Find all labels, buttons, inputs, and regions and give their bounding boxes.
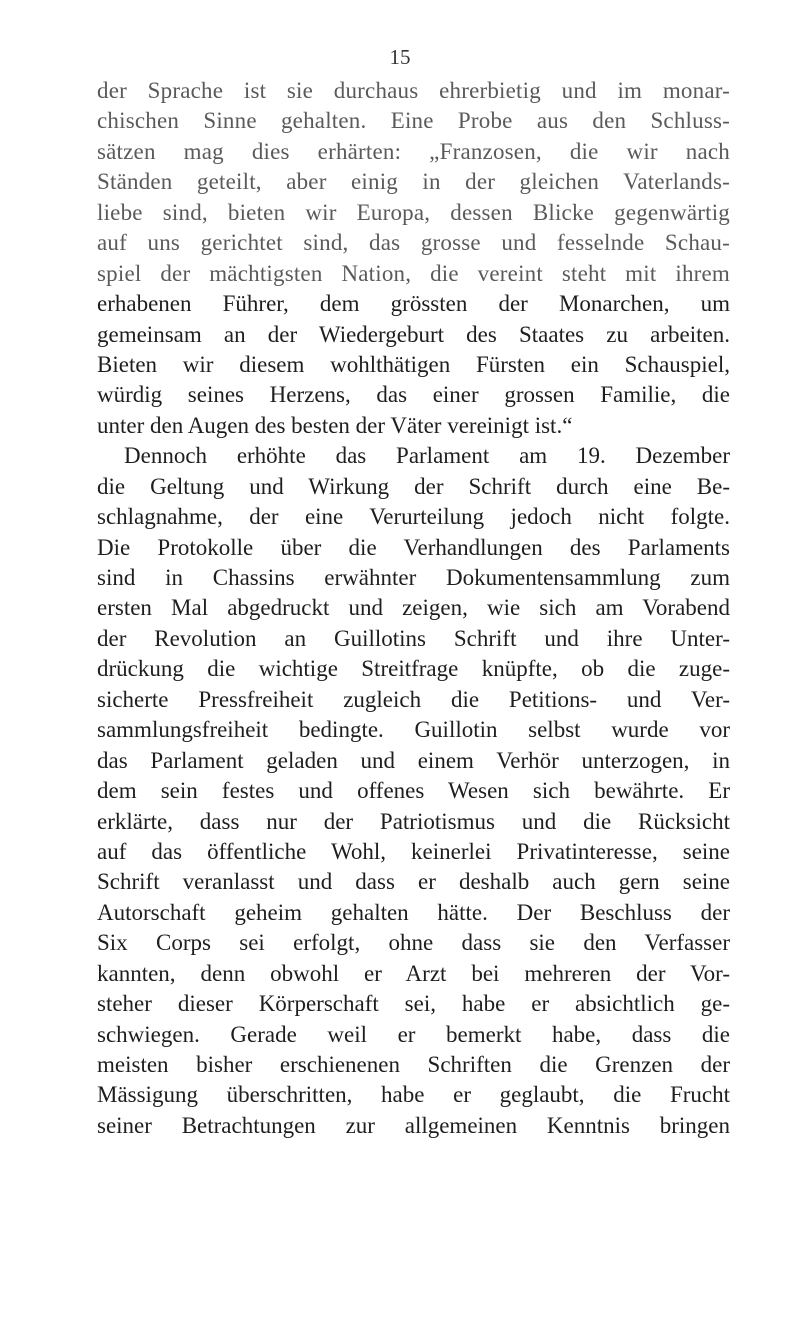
text-line: liebe sind, bieten wir Europa, dessen Blicke gegenwärtig bbox=[97, 199, 730, 225]
text-line: dem sein festes und offenes Wesen sich bewährte. Er bbox=[97, 778, 730, 804]
text-line: schlagnahme, der eine Verurteilung jedoch nicht folgte. bbox=[97, 504, 730, 530]
page-number: 15 bbox=[389, 45, 411, 69]
text-line: Mässigung überschritten, habe er geglaubt, die Frucht bbox=[97, 1082, 730, 1108]
text-line: schwiegen. Gerade weil er bemerkt habe, dass die bbox=[97, 1021, 730, 1047]
text-line: auf uns gerichtet sind, das grosse und fesselnde Schau- bbox=[97, 230, 730, 256]
text-line: ersten Mal abgedruckt und zeigen, wie sich am Vorabend bbox=[97, 595, 730, 621]
text-line: würdig seines Herzens, das einer grossen Familie, die bbox=[97, 382, 730, 408]
text-line: Ständen geteilt, aber einig in der gleichen Vaterlands- bbox=[97, 169, 730, 195]
text-line: Schrift veranlasst und dass er deshalb auch gern seine bbox=[97, 869, 730, 895]
text-line: spiel der mächtigsten Nation, die vereint steht mit ihrem bbox=[97, 260, 730, 286]
text-line: sätzen mag dies erhärten: „Franzosen, die wir nach bbox=[97, 138, 730, 164]
text-line: sammlungsfreiheit bedingte. Guillotin selbst wurde vor bbox=[97, 717, 730, 743]
text-line: der Revolution an Guillotins Schrift und ihre Unter- bbox=[97, 625, 730, 651]
text-line: das Parlament geladen und einem Verhör unterzogen, in bbox=[97, 747, 730, 773]
text-line: Autorschaft geheim gehalten hätte. Der Beschluss der bbox=[97, 899, 730, 925]
text-line: Six Corps sei erfolgt, ohne dass sie den Verfasser bbox=[97, 930, 730, 956]
paragraph-start-line: Dennoch erhöhte das Parlament am 19. Dezember bbox=[124, 443, 730, 469]
text-line: auf das öffentliche Wohl, keinerlei Privatinteresse, seine bbox=[97, 838, 730, 864]
text-line: Bieten wir diesem wohlthätigen Fürsten ein Schauspiel, bbox=[97, 351, 730, 377]
text-line: kannten, denn obwohl er Arzt bei mehreren der Vor- bbox=[97, 960, 730, 986]
text-line: gemeinsam an der Wiedergeburt des Staates zu arbeiten. bbox=[97, 321, 730, 347]
text-line: chischen Sinne gehalten. Eine Probe aus den Schluss- bbox=[97, 108, 730, 134]
text-line: seiner Betrachtungen zur allgemeinen Kenntnis bringen bbox=[97, 1112, 730, 1138]
text-line: erklärte, dass nur der Patriotismus und die Rücksicht bbox=[97, 808, 730, 834]
body-text bbox=[97, 76, 730, 1141]
text-line: meisten bisher erschienenen Schriften die Grenzen der bbox=[97, 1052, 730, 1077]
text-line: erhabenen Führer, dem grössten der Monarchen, um bbox=[97, 291, 730, 317]
text-line: sicherte Pressfreiheit zugleich die Petitions- und Ver- bbox=[97, 686, 730, 712]
text-line: der Sprache ist sie durchaus ehrerbietig und im monar- bbox=[97, 78, 730, 103]
text-line: sind in Chassins erwähnter Dokumentensammlung zum bbox=[97, 565, 730, 590]
text-line: drückung die wichtige Streitfrage knüpfte, ob die zuge- bbox=[97, 656, 730, 682]
text-line: Die Protokolle über die Verhandlungen des Parlaments bbox=[97, 534, 730, 560]
text-line: unter den Augen des besten der Väter vereinigt ist.“ bbox=[97, 412, 573, 438]
text-line: steher dieser Körperschaft sei, habe er absichtlich ge- bbox=[97, 991, 730, 1017]
text-line: die Geltung und Wirkung der Schrift durch eine Be- bbox=[97, 473, 730, 499]
